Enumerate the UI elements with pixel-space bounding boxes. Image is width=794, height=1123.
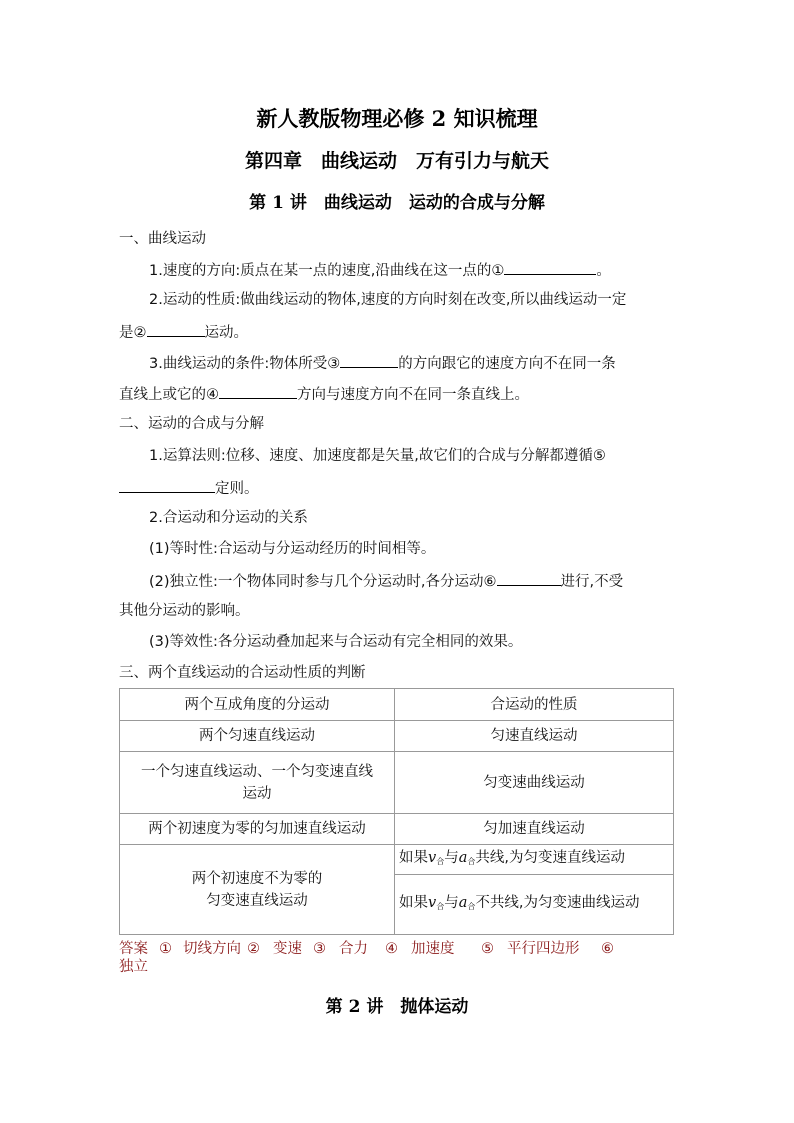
section1-item3 [149, 352, 616, 374]
case1-prefix: 如果 [399, 849, 428, 866]
item3-text-b: 的方向跟它的速度方向不在同一条 [398, 356, 616, 372]
case1-v-sub: 合 [436, 856, 445, 866]
case2-a-sub: 合 [467, 901, 476, 911]
answer-num: ⑥ [601, 941, 614, 957]
answer-num: ⑤ [481, 941, 494, 957]
table-row [120, 845, 674, 875]
section1-item2-cont [119, 321, 248, 343]
answer-text: 切线方向 [183, 941, 241, 957]
case1-mid: 与 [444, 849, 459, 866]
table-cell: 匀变速曲线运动 [395, 752, 674, 814]
section1-heading: 一、曲线运动 [119, 231, 206, 247]
item3-text-d: 方向与速度方向不在同一条直线上。 [297, 387, 529, 403]
blank-2 [147, 321, 205, 337]
section2-item1: 1.运算法则:位移、速度、加速度都是矢量,故它们的合成与分解都遵循⑤ [149, 448, 606, 464]
case2-prefix: 如果 [399, 894, 428, 911]
lecture2-title: 第 2 讲 抛体运动 [325, 997, 469, 1017]
merged-line-1: 两个初速度不为零的 [191, 870, 323, 887]
answer-line-2 [119, 958, 679, 976]
item1-end-text: 定则。 [215, 481, 259, 497]
case1-suffix: 共线,为匀变速直线运动 [475, 849, 625, 866]
case2-mid: 与 [444, 894, 459, 911]
main-title: 新人教版物理必修 2 知识梳理 [256, 106, 538, 131]
motion-table [119, 688, 674, 935]
table-cell-case1 [395, 845, 674, 875]
case1-v: v [428, 849, 437, 866]
item2-end: 运动。 [204, 325, 248, 341]
merged-line-2: 匀变速直线运动 [206, 892, 308, 909]
blank-6 [497, 570, 561, 586]
answer-num: ① [159, 941, 172, 957]
section2-item2: 2.合运动和分运动的关系 [149, 510, 308, 526]
table-cell: 匀速直线运动 [395, 721, 674, 752]
answer-num: ② [247, 941, 260, 957]
section3-heading: 三、两个直线运动的合运动性质的判断 [119, 665, 366, 681]
case2-v-sub: 合 [436, 901, 445, 911]
section1-item2: 2.运动的性质:做曲线运动的物体,速度的方向时刻在改变,所以曲线运动一定 [149, 292, 627, 308]
item1-end: 。 [596, 263, 611, 279]
answer-num: ③ [313, 941, 326, 957]
table-cell-merged [120, 845, 395, 935]
table-header: 两个互成角度的分运动 [120, 689, 395, 721]
section1-item1 [149, 259, 611, 281]
answer-key [119, 940, 679, 976]
answer-text: 平行四边形 [507, 941, 580, 957]
answer-text: 独立 [119, 959, 148, 975]
section1-item3-cont [119, 383, 529, 405]
table-cell: 一个匀速直线运动、一个匀变速直线运动 [120, 752, 395, 814]
blank-3 [340, 352, 398, 368]
answer-label: 答案 [119, 941, 148, 957]
blank-4 [219, 383, 297, 399]
section2-sub1: (1)等时性:合运动与分运动经历的时间相等。 [149, 541, 436, 557]
lecture1-title: 第 1 讲 曲线运动 运动的合成与分解 [249, 193, 545, 213]
chapter-title: 第四章 曲线运动 万有引力与航天 [244, 150, 549, 172]
section2-sub2 [149, 570, 623, 592]
case1-a: a [458, 849, 468, 866]
section2-item1-cont [119, 477, 259, 499]
item3-text: 3.曲线运动的条件:物体所受③ [149, 356, 341, 372]
case2-a: a [458, 894, 468, 911]
answer-line-1 [119, 940, 679, 958]
sub2-text-b: 进行,不受 [560, 574, 624, 590]
table-header-row [120, 689, 674, 721]
table-cell: 匀加速直线运动 [395, 814, 674, 845]
case2-suffix: 不共线,为匀变速曲线运动 [475, 894, 640, 911]
table-row [120, 721, 674, 752]
item3-text-c: 直线上或它的④ [119, 387, 219, 403]
blank-5 [119, 477, 215, 493]
answer-num: ④ [385, 941, 398, 957]
answer-text: 加速度 [411, 941, 455, 957]
table-cell: 两个初速度为零的匀加速直线运动 [120, 814, 395, 845]
sub2-text: (2)独立性:一个物体同时参与几个分运动时,各分运动⑥ [149, 574, 497, 590]
section2-sub3: (3)等效性:各分运动叠加起来与合运动有完全相同的效果。 [149, 634, 523, 650]
table-cell: 两个匀速直线运动 [120, 721, 395, 752]
answer-text: 合力 [339, 941, 368, 957]
case2-v: v [428, 894, 437, 911]
item2-text: 是② [119, 325, 147, 341]
table-cell-case2 [395, 875, 674, 935]
answer-text: 变速 [273, 941, 302, 957]
table-row [120, 752, 674, 814]
section2-heading: 二、运动的合成与分解 [119, 416, 264, 432]
item1-text: 1.速度的方向:质点在某一点的速度,沿曲线在这一点的① [149, 263, 505, 279]
table-row [120, 814, 674, 845]
blank-1 [504, 259, 596, 275]
table-header: 合运动的性质 [395, 689, 674, 721]
section2-sub2-cont: 其他分运动的影响。 [119, 603, 250, 619]
case1-a-sub: 合 [467, 856, 476, 866]
